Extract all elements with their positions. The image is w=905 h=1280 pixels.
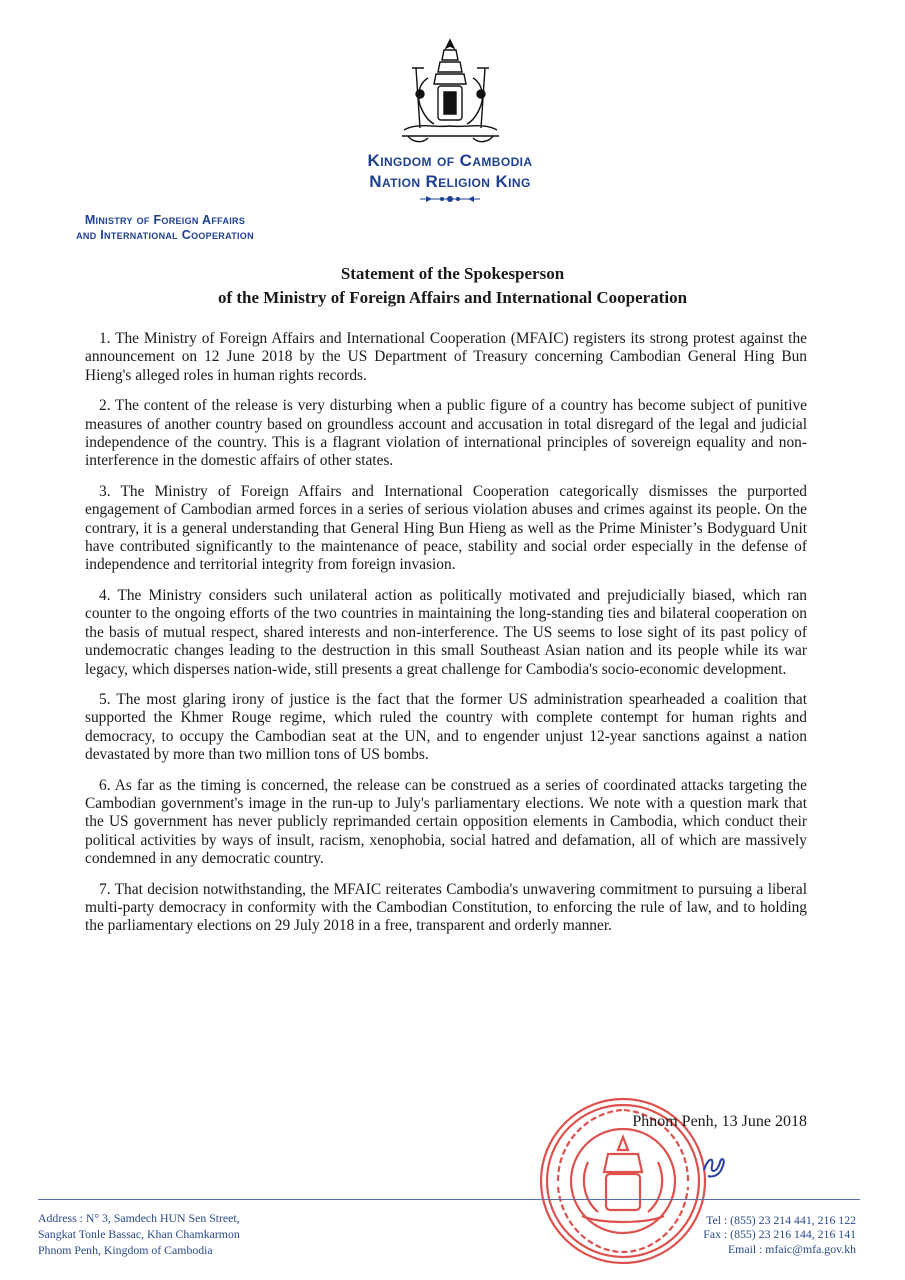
- paragraph: 5. The most glaring irony of justice is the fact that the former US administration spearheaded a coalition that supported the Khmer Rouge regime, which ruled the country with complete contempt for human rights and democracy, to occupy the Cambodian seat at the UN, and to engender unjust 12-year sanctions against a nation devastated by more than two million tons of US bombs.: [85, 690, 807, 764]
- ministry-name-line2: and International Cooperation: [76, 228, 254, 242]
- address-line2: Sangkat Tonle Bassac, Khan Chamkarmon: [38, 1227, 240, 1241]
- divider-ornament-icon: [418, 193, 482, 205]
- signature-icon: [700, 1150, 730, 1180]
- paragraph: 3. The Ministry of Foreign Affairs and International Cooperation categorically dismisses the purported engagement of Cambodian armed forces in a series of serious violation abuses and crimes against its people. On the contrary, it is a general understanding that General Hing Bun Hieng as well as the Prime Minister’s Bodyguard Unit have contributed significantly to the maintenance of peace, stability and social order especially in the defense of independence and territorial integrity from foreign invasion.: [85, 482, 807, 574]
- kingdom-title: Kingdom of Cambodia: [367, 151, 533, 170]
- footer-divider: [38, 1199, 860, 1200]
- paragraph: 4. The Ministry considers such unilateral action as politically motivated and prejudicially biased, which ran counter to the ongoing efforts of the two countries in maintaining the long-standing ties and bilateral cooperation on the basis of mutual respect, shared interests and non-interference. The US seems to lose sight of its past policy of undemocratic changes leading to the destruction in this small Southeast Asian nation and its people while its war legacy, which disperses nation-wide, still presents a great challenge for Cambodia's socio-economic development.: [85, 586, 807, 678]
- title-line2: of the Ministry of Foreign Affairs and International Cooperation: [217, 288, 688, 307]
- address-line3: Phnom Penh, Kingdom of Cambodia: [38, 1243, 213, 1257]
- royal-emblem-icon: [398, 38, 503, 146]
- date-line: Phnom Penh, 13 June 2018: [632, 1113, 807, 1130]
- address-line1: Address : N° 3, Samdech HUN Sen Street,: [38, 1211, 240, 1225]
- ministry-name-line1: Ministry of Foreign Affairs: [84, 213, 246, 227]
- paragraph: 2. The content of the release is very disturbing when a public figure of a country has become subject of punitive measures of another country based on groundless account and accusation in total disregard of the legal and judicial independence of the country. This is a flagrant violation of international principles of sovereign equality and non-interference in the domestic affairs of other states.: [85, 397, 807, 470]
- national-motto: Nation Religion King: [369, 172, 531, 191]
- statement-body: [85, 330, 807, 948]
- title-line1: Statement of the Spokesperson: [340, 264, 565, 283]
- paragraph: 7. That decision notwithstanding, the MFAIC reiterates Cambodia's unwavering commitment to pursuing a liberal multi-party democracy in conformity with the Cambodian Constitution, to enforcing the rule of law, and to holding the parliamentary elections on 29 July 2018 in a free, transparent and orderly manner.: [85, 880, 807, 935]
- telephone: Tel : (855) 23 214 441, 216 122: [706, 1213, 856, 1227]
- footer-address: [38, 1210, 368, 1258]
- ministry-header: [40, 213, 290, 243]
- email-link[interactable]: Email : mfaic@mfa.gov.kh: [727, 1241, 856, 1256]
- footer-contact: [560, 1213, 856, 1256]
- statement-title: [120, 262, 785, 310]
- fax: Fax : (855) 23 216 144, 216 141: [703, 1227, 856, 1242]
- paragraph: 6. As far as the timing is concerned, the release can be construed as a series of coordinated attacks targeting the Cambodian government's image in the run-up to July's parliamentary elections. We note with a question mark that the US government has never publicly reprimanded certain opposition elements in Cambodia, which conduct their political activities by ways of insult, racism, xenophobia, social hatred and defamation, all of which are massively condemned in any democratic country.: [85, 776, 807, 868]
- kingdom-header: [250, 150, 650, 192]
- paragraph: 1. The Ministry of Foreign Affairs and International Cooperation (MFAIC) registers its strong protest against the announcement on 12 June 2018 by the US Department of Treasury concerning Cambodian General Hing Bun Hieng's alleged roles in human rights records.: [85, 330, 807, 384]
